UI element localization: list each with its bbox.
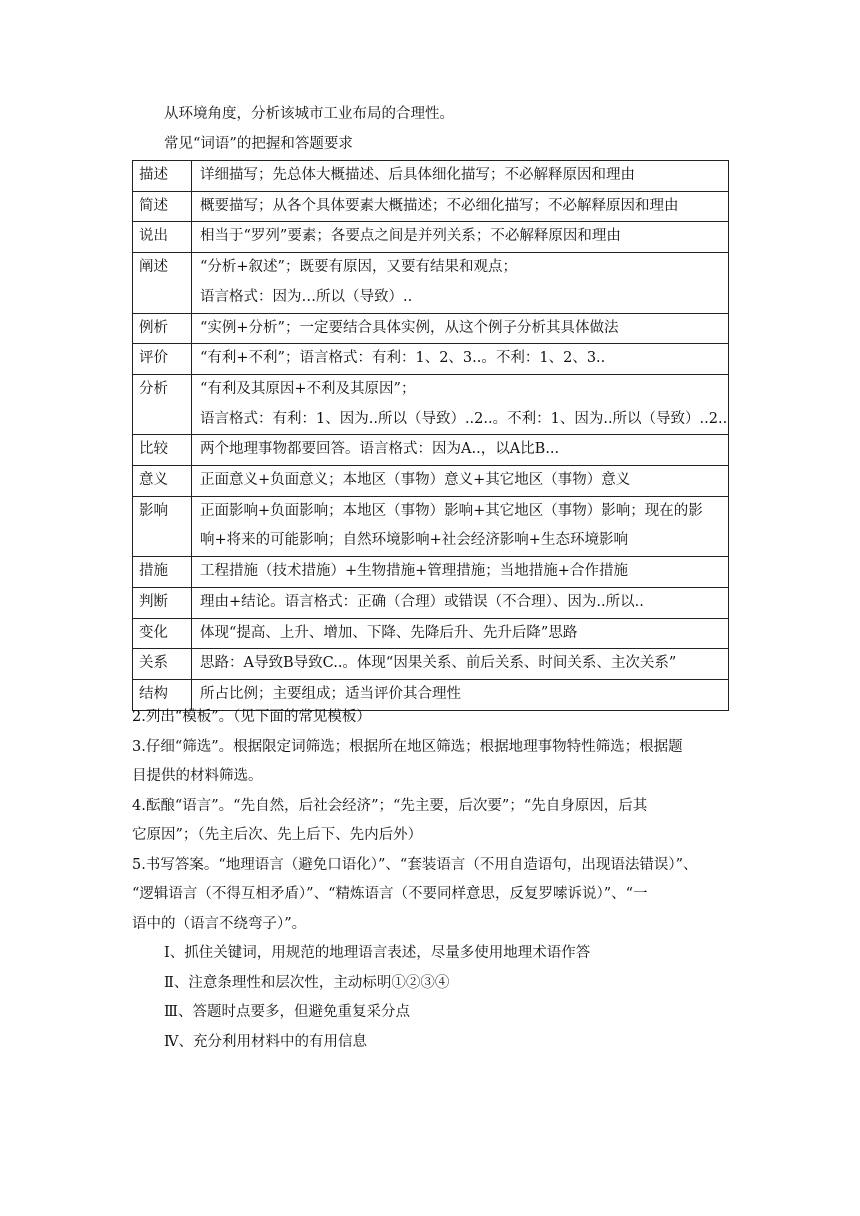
term-cell: 评价 <box>133 344 192 375</box>
description-line: 语言格式：有利：1、因为..所以（导致）..2..。不利：1、因为..所以（导致）..2.. <box>200 410 728 427</box>
description-cell <box>192 557 729 588</box>
description-line: 相当于“罗列”要素；各要点之间是并列关系；不必解释原因和理由 <box>200 228 621 245</box>
description-line: 详细描写；先总体大概描述、后具体细化描写；不必解释原因和理由 <box>200 167 635 183</box>
description-line: “实例+分析”；一定要结合具体实例，从这个例子分析其具体做法 <box>200 319 619 336</box>
tip-3: Ⅲ、答题时点要多，但避免重复采分点 <box>164 1004 410 1020</box>
description-cell <box>192 435 729 466</box>
description-line: 思路：A导致B导致C..。体现“因果关系、前后关系、时间关系、主次关系” <box>200 655 677 672</box>
description-line: “有利及其原因+不利及其原因”； <box>200 380 416 397</box>
table-row <box>133 587 729 618</box>
tip-2: Ⅱ、注意条理性和层次性，主动标明①②③④ <box>164 975 450 991</box>
description-cell <box>192 191 729 222</box>
table-row <box>133 435 729 466</box>
description-cell <box>192 253 729 313</box>
table-row <box>133 649 729 680</box>
description-line: 正面影响+负面影响；本地区（事物）影响+其它地区（事物）影响；现在的影 <box>200 502 703 519</box>
description-line: “分析+叙述”；既要有原因，又要有结果和观点； <box>200 259 517 276</box>
term-cell: 说出 <box>133 222 192 253</box>
description-line: 正面意义+负面意义；本地区（事物）意义+其它地区（事物）意义 <box>200 472 631 489</box>
intro-line-2: 常见“词语”的把握和答题要求 <box>164 136 353 152</box>
term-cell: 变化 <box>133 618 192 649</box>
description-line: 两个地理事物都要回答。语言格式：因为A..，以A比B... <box>200 441 560 458</box>
description-cell <box>192 679 729 710</box>
description-cell <box>192 161 729 192</box>
description-cell <box>192 618 729 649</box>
term-cell: 判断 <box>133 587 192 618</box>
term-cell: 分析 <box>133 374 192 434</box>
step-4-line-2: 它原因”；（先主后次、先上后下、先内后外） <box>132 827 423 843</box>
step-5-line-2: “逻辑语言（不得互相矛盾）”、“精炼语言（不要同样意思，反复罗嗦诉说）”、“一 <box>132 886 648 902</box>
description-line: 体现“提高、上升、增加、下降、先降后升、先升后降”思路 <box>200 624 578 641</box>
term-cell: 结构 <box>133 679 192 710</box>
table-row <box>133 161 729 192</box>
term-cell: 比较 <box>133 435 192 466</box>
description-line: “有利+不利”；语言格式：有利：1、2、3..。不利：1、2、3.. <box>200 350 606 367</box>
table-row <box>133 344 729 375</box>
tip-4: Ⅳ、充分利用材料中的有用信息 <box>164 1034 367 1050</box>
intro-line-1: 从环境角度，分析该城市工业布局的合理性。 <box>164 106 454 122</box>
description-cell <box>192 466 729 497</box>
terms-table <box>132 160 729 711</box>
term-cell: 措施 <box>133 557 192 588</box>
table-row <box>133 679 729 710</box>
step-3-line-1: 3.仔细“筛选”。根据限定词筛选；根据所在地区筛选；根据地理事物特性筛选；根据题 <box>132 739 683 755</box>
tip-1: Ⅰ、抓住关键词，用规范的地理语言表述，尽量多使用地理术语作答 <box>164 945 591 961</box>
term-cell: 意义 <box>133 466 192 497</box>
term-cell: 关系 <box>133 649 192 680</box>
description-cell <box>192 313 729 344</box>
table-row <box>133 618 729 649</box>
description-cell <box>192 496 729 556</box>
step-2: 2.列出“模板”。（见下面的常见模板） <box>132 709 371 725</box>
description-cell <box>192 587 729 618</box>
term-cell: 影响 <box>133 496 192 556</box>
table-row <box>133 313 729 344</box>
term-cell: 简述 <box>133 191 192 222</box>
step-5-line-1: 5.书写答案。“地理语言（避免口语化）”、“套装语言（不用自造语句，出现语法错误）”、 <box>132 857 698 873</box>
description-line: 工程措施（技术措施）+生物措施+管理措施；当地措施+合作措施 <box>200 563 628 580</box>
description-cell <box>192 649 729 680</box>
table-row <box>133 374 729 434</box>
step-4-line-1: 4.酝酿“语言”。“先自然，后社会经济”；“先主要，后次要”；“先自身原因，后其 <box>132 798 648 814</box>
description-cell <box>192 374 729 434</box>
term-cell: 描述 <box>133 161 192 192</box>
table-row <box>133 191 729 222</box>
step-3-line-2: 目提供的材料筛选。 <box>132 768 263 784</box>
step-5-line-3: 语中的（语言不绕弯子）”。 <box>132 916 307 932</box>
description-cell <box>192 222 729 253</box>
description-line: 所占比例；主要组成；适当评价其合理性 <box>200 685 461 702</box>
table-row <box>133 222 729 253</box>
description-cell <box>192 344 729 375</box>
description-line: 概要描写；从各个具体要素大概描述；不必细化描写；不必解释原因和理由 <box>200 197 679 214</box>
description-line: 理由+结论。语言格式：正确（合理）或错误（不合理）、因为..所以.. <box>200 593 644 610</box>
term-cell: 例析 <box>133 313 192 344</box>
table-row <box>133 496 729 556</box>
description-line: 语言格式：因为…所以（导致）.. <box>200 288 413 305</box>
table-row <box>133 557 729 588</box>
description-line: 响+将来的可能影响；自然环境影响+社会经济影响+生态环境影响 <box>200 532 628 549</box>
term-cell: 阐述 <box>133 253 192 313</box>
table-row <box>133 253 729 313</box>
table-row <box>133 466 729 497</box>
